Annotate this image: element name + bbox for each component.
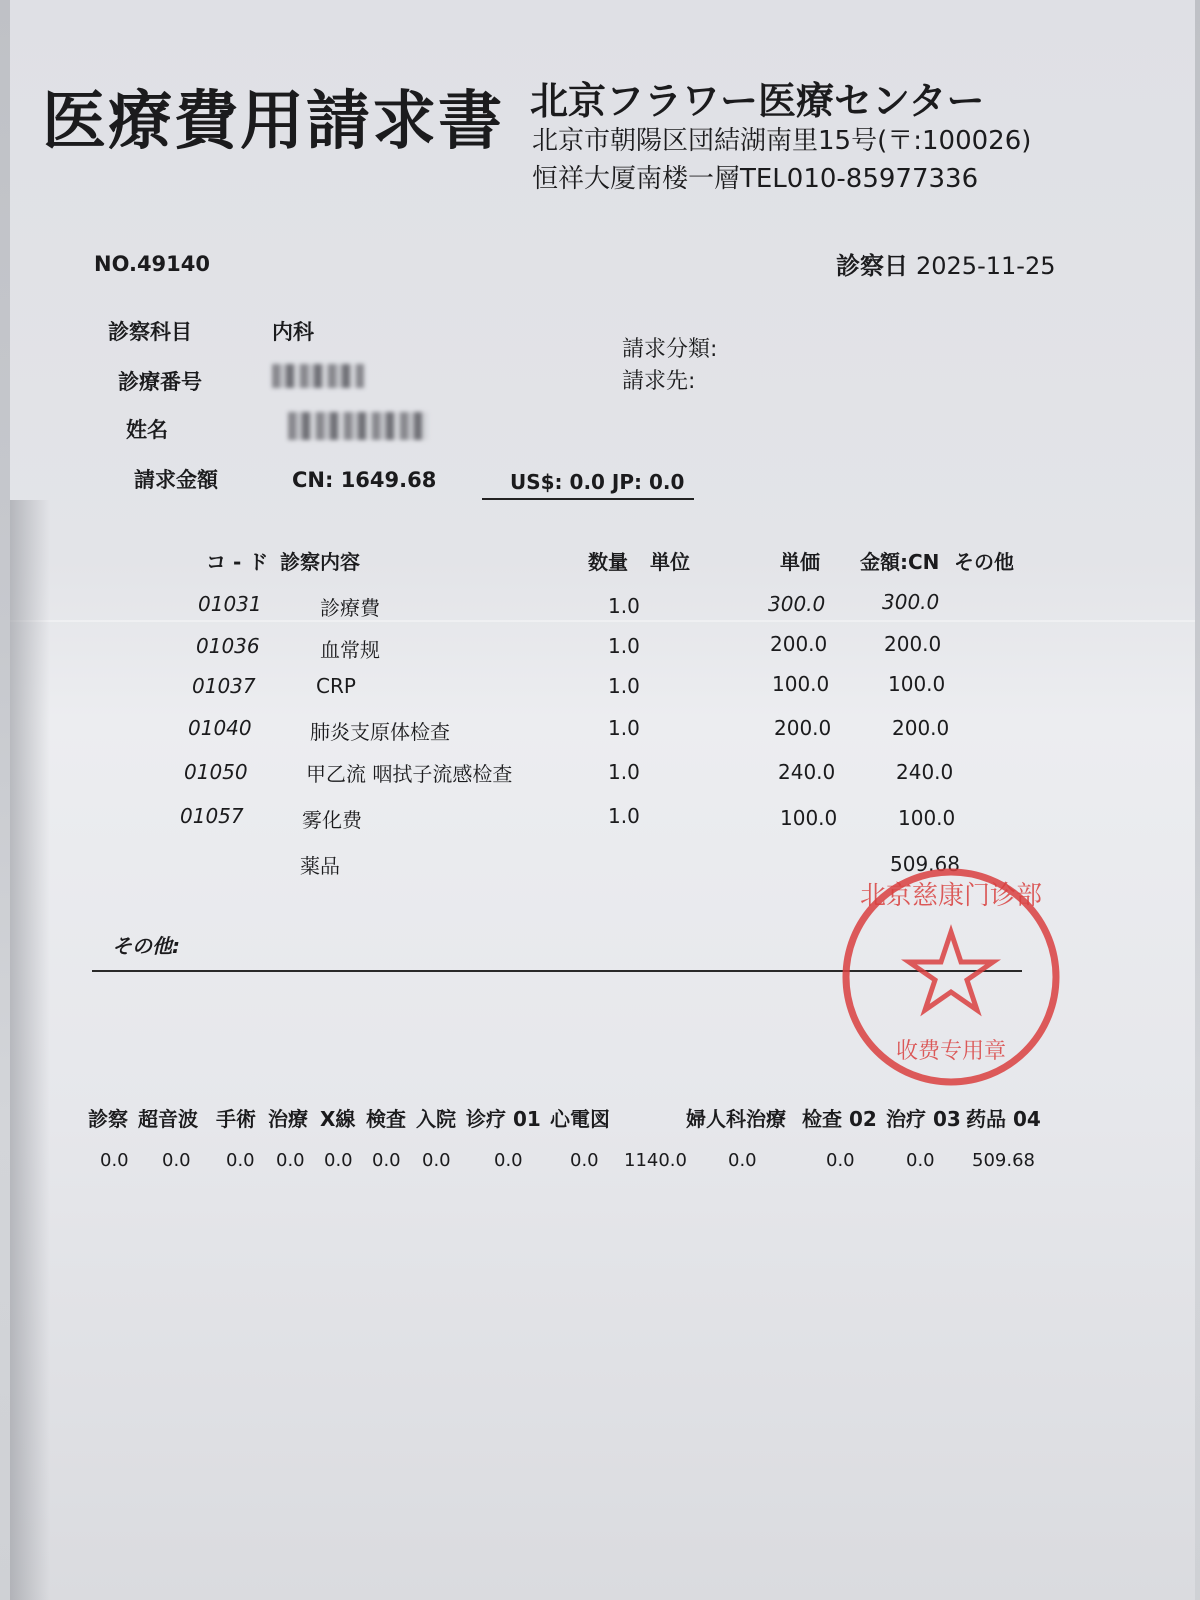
row-qty: 1.0 bbox=[608, 674, 640, 698]
row-code: 01036 bbox=[196, 634, 260, 658]
col-amount: 金額:CN bbox=[860, 550, 940, 574]
row-amount: 100.0 bbox=[888, 672, 946, 696]
clinic-address: 北京市朝陽区団結湖南里15号(〒:100026) bbox=[532, 126, 1032, 156]
summary-value: 0.0 bbox=[728, 1150, 757, 1171]
other-label: その他: bbox=[112, 934, 180, 958]
row-qty: 1.0 bbox=[608, 716, 640, 740]
paper-shadow bbox=[10, 500, 50, 1600]
summary-value: 0.0 bbox=[372, 1150, 401, 1171]
row-content: 甲乙流 咽拭子流感检查 bbox=[306, 762, 513, 786]
summary-value: 509.68 bbox=[972, 1150, 1035, 1171]
department-label: 診察科目 bbox=[108, 320, 192, 344]
row-amount: 100.0 bbox=[898, 806, 956, 830]
col-unit: 単位 bbox=[650, 550, 690, 574]
visit-date-label: 診察日 bbox=[836, 252, 908, 280]
col-code: コ - ド bbox=[206, 550, 269, 574]
summary-header: 検査 bbox=[366, 1107, 406, 1131]
col-other: その他 bbox=[954, 550, 1014, 574]
summary-header: 心電図 bbox=[550, 1107, 610, 1131]
svg-text:收费专用章: 收费专用章 bbox=[895, 1039, 1007, 1064]
document-title: 医療費用請求書 bbox=[42, 84, 504, 159]
row-amount: 240.0 bbox=[896, 760, 954, 784]
summary-header: 診察 bbox=[88, 1107, 128, 1131]
row-content: 診療費 bbox=[320, 596, 380, 620]
claim-type-label: 請求分類: bbox=[622, 337, 718, 362]
amount-label: 請求金額 bbox=[134, 468, 218, 492]
visit-date bbox=[836, 246, 1055, 281]
row-qty: 1.0 bbox=[608, 804, 640, 828]
amount-cn: CN: 1649.68 bbox=[292, 468, 437, 492]
summary-header: 治疗 03 bbox=[886, 1107, 961, 1131]
bill-to-label: 請求先: bbox=[622, 369, 696, 394]
row-content: 肺炎支原体检查 bbox=[310, 720, 450, 744]
row-code: 01050 bbox=[184, 760, 248, 784]
row-code: 01040 bbox=[188, 716, 252, 740]
summary-header: 手術 bbox=[216, 1107, 256, 1131]
clinic-address-phone: 恒祥大厦南楼一層TEL010-85977336 bbox=[532, 164, 979, 194]
summary-value: 1140.0 bbox=[624, 1150, 687, 1171]
row-qty: 1.0 bbox=[608, 634, 640, 658]
row-price: 200.0 bbox=[770, 632, 828, 656]
summary-value: 0.0 bbox=[906, 1150, 935, 1171]
summary-value: 0.0 bbox=[422, 1150, 451, 1171]
invoice-paper bbox=[10, 0, 1195, 1600]
row-content: 血常规 bbox=[320, 638, 380, 662]
patient-name-label: 姓名 bbox=[126, 418, 168, 442]
row-amount: 200.0 bbox=[884, 632, 942, 656]
row-content: 薬品 bbox=[300, 854, 340, 878]
row-amount: 200.0 bbox=[892, 716, 950, 740]
summary-value: 0.0 bbox=[826, 1150, 855, 1171]
summary-header: 检查 02 bbox=[802, 1107, 877, 1131]
row-code: 01057 bbox=[180, 804, 244, 828]
summary-value: 0.0 bbox=[494, 1150, 523, 1171]
summary-header: 超音波 bbox=[138, 1107, 198, 1131]
row-qty: 1.0 bbox=[608, 594, 640, 618]
summary-value: 0.0 bbox=[100, 1150, 129, 1171]
row-content: 雾化费 bbox=[302, 808, 362, 832]
row-code: 01037 bbox=[192, 674, 256, 698]
summary-header: 诊疗 01 bbox=[466, 1107, 541, 1131]
invoice-number: NO.49140 bbox=[94, 252, 211, 276]
summary-value: 0.0 bbox=[162, 1150, 191, 1171]
amount-usd-jpy: US$: 0.0 JP: 0.0 bbox=[482, 470, 694, 500]
visit-date-value: 2025-11-25 bbox=[916, 252, 1056, 280]
row-code: 01031 bbox=[198, 592, 262, 616]
department-value: 内科 bbox=[272, 320, 314, 344]
summary-value: 0.0 bbox=[226, 1150, 255, 1171]
row-content: CRP bbox=[316, 674, 356, 698]
col-qty: 数量 bbox=[588, 550, 628, 574]
summary-header: X線 bbox=[320, 1107, 356, 1131]
svg-text:北京慈康门诊部: 北京慈康门诊部 bbox=[859, 881, 1043, 911]
record-number-label: 診療番号 bbox=[118, 370, 202, 394]
row-amount: 300.0 bbox=[882, 590, 940, 614]
row-price: 240.0 bbox=[778, 760, 836, 784]
col-content: 診察内容 bbox=[280, 550, 360, 574]
summary-header: 入院 bbox=[416, 1107, 456, 1131]
paper-fold bbox=[10, 620, 1195, 622]
summary-value: 0.0 bbox=[276, 1150, 305, 1171]
row-price: 300.0 bbox=[768, 592, 826, 616]
clinic-name: 北京フラワー医療センター bbox=[530, 79, 985, 123]
summary-value: 0.0 bbox=[324, 1150, 353, 1171]
summary-header: 药品 04 bbox=[966, 1107, 1041, 1131]
row-price: 200.0 bbox=[774, 716, 832, 740]
clinic-seal-stamp bbox=[836, 862, 1066, 1092]
redacted-record-number bbox=[272, 364, 364, 388]
summary-value: 0.0 bbox=[570, 1150, 599, 1171]
summary-header: 婦人科治療 bbox=[686, 1107, 786, 1131]
row-qty: 1.0 bbox=[608, 760, 640, 784]
col-price: 単価 bbox=[780, 550, 820, 574]
row-price: 100.0 bbox=[780, 806, 838, 830]
redacted-patient-name bbox=[288, 412, 428, 440]
row-price: 100.0 bbox=[772, 672, 830, 696]
row-amount: 509.68 bbox=[890, 852, 960, 876]
summary-header: 治療 bbox=[268, 1107, 308, 1131]
